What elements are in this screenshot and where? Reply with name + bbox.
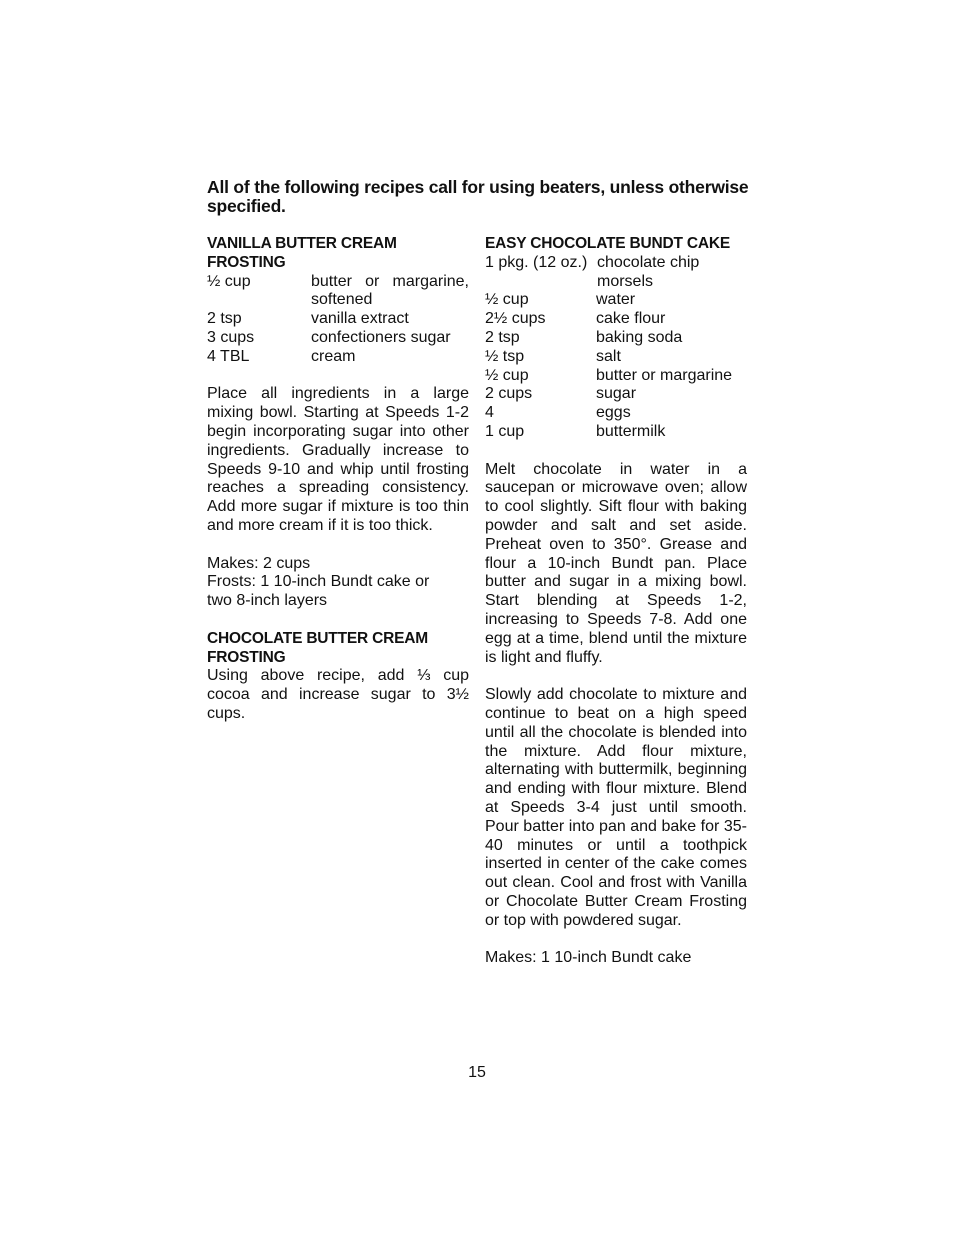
- ingredient-row: [207, 310, 469, 329]
- vanilla-frosting-frosts-line2: two 8-inch layers: [207, 592, 328, 610]
- right-column: [485, 235, 747, 968]
- vanilla-frosting-yield: Makes: 2 cups: [207, 554, 311, 572]
- ingredient-item: vanilla extract: [311, 310, 409, 328]
- ingredient-row: [207, 348, 469, 367]
- bundt-cake-directions-1: Melt chocolate in water in a saucepan or microwave oven; allow to cool slightly. Sift flour with baking powder and salt and set aside. Preheat oven to 350°. Grease and flour a 10-inch Bundt pan. Place butter and sugar in a mixing bowl. Start blending at Speeds 1-2, increasing to Speeds 7-8. Add one egg at a time, blend until the mixture is light and fluffy.: [485, 460, 747, 666]
- chocolate-frosting-title-line1: CHOCOLATE BUTTER CREAM: [207, 629, 428, 647]
- page-number: 15: [468, 1064, 486, 1081]
- ingredient-item: butter or margarine: [596, 366, 733, 384]
- left-column: [207, 235, 469, 724]
- vanilla-frosting-title-line2: FROSTING: [207, 253, 286, 271]
- ingredient-item: baking soda: [596, 328, 683, 346]
- ingredient-item: buttermilk: [596, 422, 666, 440]
- ingredient-row: [485, 310, 747, 329]
- ingredient-amount: ½ cup: [485, 366, 529, 384]
- chocolate-frosting-title-line2: FROSTING: [207, 648, 286, 666]
- ingredient-item: water: [596, 291, 636, 309]
- ingredient-amount: 2 tsp: [485, 328, 520, 346]
- vanilla-frosting-frosts-line1: Frosts: 1 10-inch Bundt cake or: [207, 573, 430, 591]
- vanilla-frosting-directions: Place all ingredients in a large mixing bowl. Starting at Speeds 1-2 begin incorporating sugar into other ingredients. Gradually increase to Speeds 9-10 and whip until frosting reaches a spreading consistency. Add more sugar if mixture is too thin and more cream if it is too thick.: [207, 385, 469, 534]
- ingredient-item: cake flour: [596, 310, 666, 328]
- ingredient-item: cream: [311, 347, 356, 365]
- ingredient-row: [207, 273, 469, 311]
- ingredient-item: chocolate chip morsels: [597, 253, 700, 290]
- intro-note: All of the following recipes call for using beaters, unless otherwise specified.: [207, 177, 749, 216]
- ingredient-row: [207, 329, 469, 348]
- vanilla-frosting-title-line1: VANILLA BUTTER CREAM: [207, 235, 397, 252]
- ingredient-amount: ½ cup: [485, 291, 529, 309]
- ingredient-amount: 2 cups: [485, 385, 533, 403]
- ingredient-amount: 2½ cups: [485, 310, 546, 328]
- ingredient-row: [485, 404, 747, 423]
- ingredient-item: eggs: [596, 404, 631, 422]
- ingredient-row: [485, 348, 747, 367]
- ingredient-row: [485, 329, 747, 348]
- ingredient-amount: ½ tsp: [485, 347, 525, 365]
- ingredient-amount: 4 TBL: [207, 347, 250, 365]
- ingredient-item: sugar: [596, 385, 637, 403]
- ingredient-amount: 1 cup: [485, 422, 525, 440]
- vanilla-frosting-ingredients: [207, 273, 469, 367]
- bundt-cake-directions-2: Slowly add chocolate to mixture and continue to beat on a high speed until all the chocolate is blended into the mixture. Add flour mixture, alternating with buttermilk, beginning and ending with flour mixture. Blend at Speeds 3-4 just until smooth. Pour batter into pan and bake for 35-40 minutes or until a toothpick inserted in center of the cake comes out clean. Cool and frost with Vanilla or Chocolate Butter Cream Frosting or top with powdered sugar.: [485, 686, 747, 929]
- ingredient-item: salt: [596, 347, 621, 365]
- ingredient-amount: 1 pkg. (12 oz.): [485, 253, 588, 271]
- bundt-cake-yield: Makes: 1 10-inch Bundt cake: [485, 949, 692, 967]
- bundt-cake-ingredients: [485, 254, 747, 442]
- ingredient-row: [485, 423, 747, 442]
- ingredient-amount: ½ cup: [207, 272, 251, 290]
- ingredient-amount: 2 tsp: [207, 310, 242, 328]
- chocolate-frosting-title: [207, 630, 469, 668]
- chocolate-frosting-directions: Using above recipe, add ⅓ cup cocoa and increase sugar to 3½ cups.: [207, 667, 469, 722]
- bundt-cake-title: EASY CHOCOLATE BUNDT CAKE: [485, 235, 731, 252]
- ingredient-item: confectioners sugar: [311, 328, 451, 346]
- ingredient-row: [485, 367, 747, 386]
- ingredient-row: [485, 385, 747, 404]
- ingredient-row: [485, 291, 747, 310]
- ingredient-item: butter or margarine, softened: [311, 272, 469, 309]
- ingredient-amount: 3 cups: [207, 328, 255, 346]
- ingredient-amount: 4: [485, 404, 494, 422]
- vanilla-frosting-title: [207, 235, 469, 273]
- ingredient-row: [485, 254, 747, 292]
